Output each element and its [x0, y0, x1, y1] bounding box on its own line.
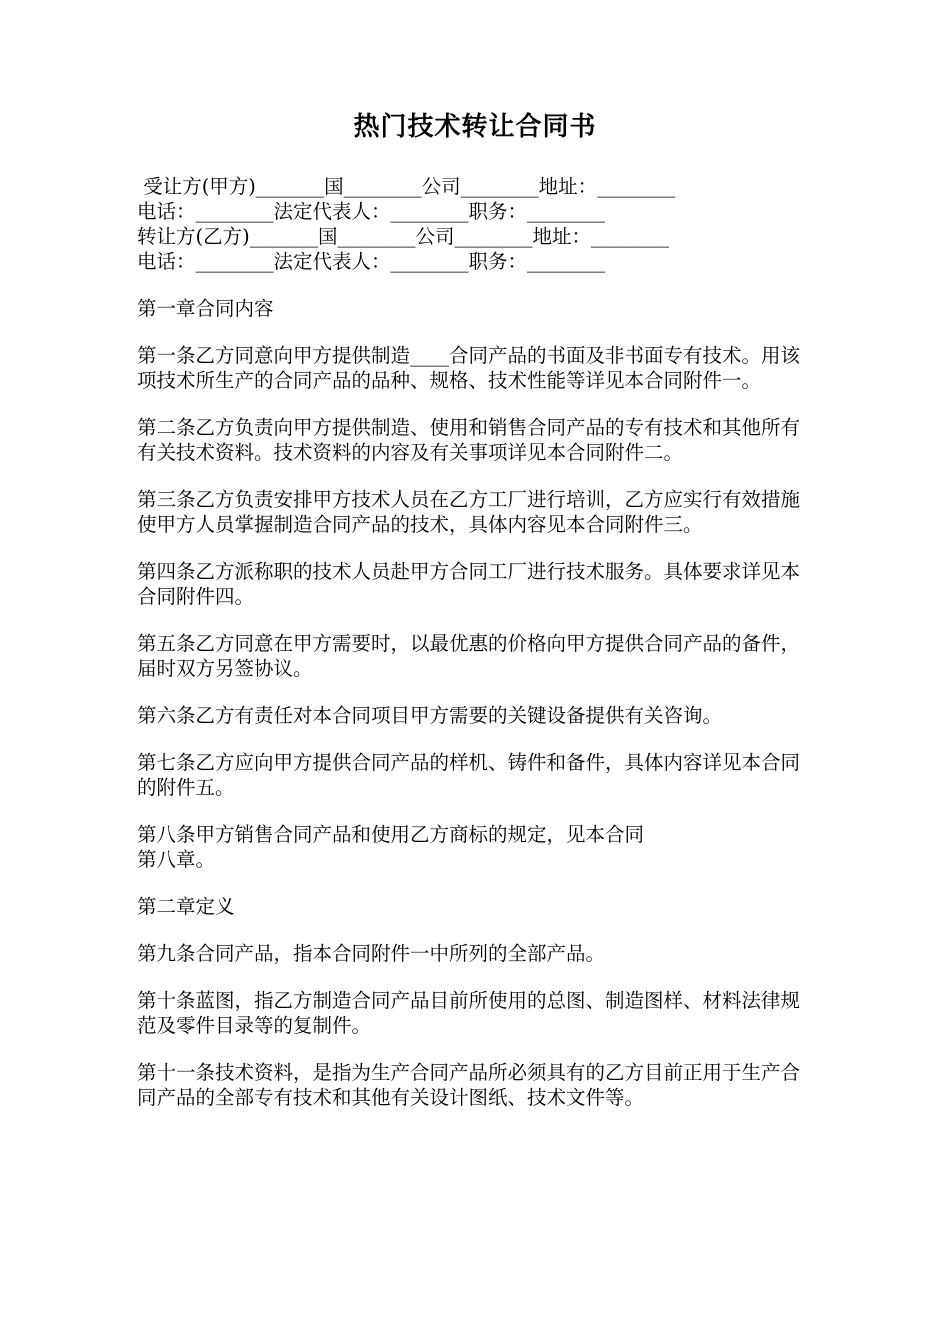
article-paragraph: 第一条乙方同意向甲方提供制造____合同产品的书面及非书面专有技术。用该项技术所生产的合同产品的品种、规格、技术性能等详见本合同附件一。 — [137, 344, 801, 392]
article-paragraph: 第四条乙方派称职的技术人员赴甲方合同工厂进行技术服务。具体要求详见本合同附件四。 — [137, 560, 801, 608]
party-a-line: 受让方(甲方)_______国________公司________地址：________ — [137, 175, 676, 198]
article-paragraph: 第十一条技术资料，是指为生产合同产品所必须具有的乙方目前正用于生产合同产品的全部专有技术和其他有关设计图纸、技术文件等。 — [137, 1061, 801, 1109]
article-paragraph: 第六条乙方有责任对本合同项目甲方需要的关键设备提供有关咨询。 — [137, 704, 723, 727]
article-paragraph: 第十条蓝图，指乙方制造合同产品目前所使用的总图、制造图样、材料法律规范及零件目录等的复制件。 — [137, 989, 801, 1037]
party-b-contact-line: 电话：________法定代表人：________职务：________ — [137, 250, 606, 273]
article-paragraph: 第七条乙方应向甲方提供合同产品的样机、铸件和备件，具体内容详见本合同的附件五。 — [137, 751, 801, 799]
article-paragraph: 第二条乙方负责向甲方提供制造、使用和销售合同产品的专有技术和其他所有有关技术资料。技术资料的内容及有关事项详见本合同附件二。 — [137, 416, 801, 464]
party-info-block — [137, 174, 817, 274]
party-a-contact-line: 电话：________法定代表人：________职务：________ — [137, 200, 606, 223]
article-paragraph: 第九条合同产品，指本合同附件一中所列的全部产品。 — [137, 942, 606, 965]
article-paragraph: 第八条甲方销售合同产品和使用乙方商标的规定，见本合同 第八章。 — [137, 823, 645, 871]
article-paragraph: 第五条乙方同意在甲方需要时，以最优惠的价格向甲方提供合同产品的备件，届时双方另签协议。 — [137, 632, 801, 680]
document-title: 热门技术转让合同书 — [353, 112, 597, 142]
document-body — [137, 174, 817, 1132]
article-paragraph: 第三条乙方负责安排甲方技术人员在乙方工厂进行培训，乙方应实行有效措施使甲方人员掌握制造合同产品的技术，具体内容见本合同附件三。 — [137, 488, 801, 536]
chapter-heading: 第一章合同内容 — [137, 297, 274, 320]
party-b-line: 转让方(乙方)_______国________公司________地址：________ — [137, 225, 669, 248]
chapter-heading: 第二章定义 — [137, 895, 235, 918]
